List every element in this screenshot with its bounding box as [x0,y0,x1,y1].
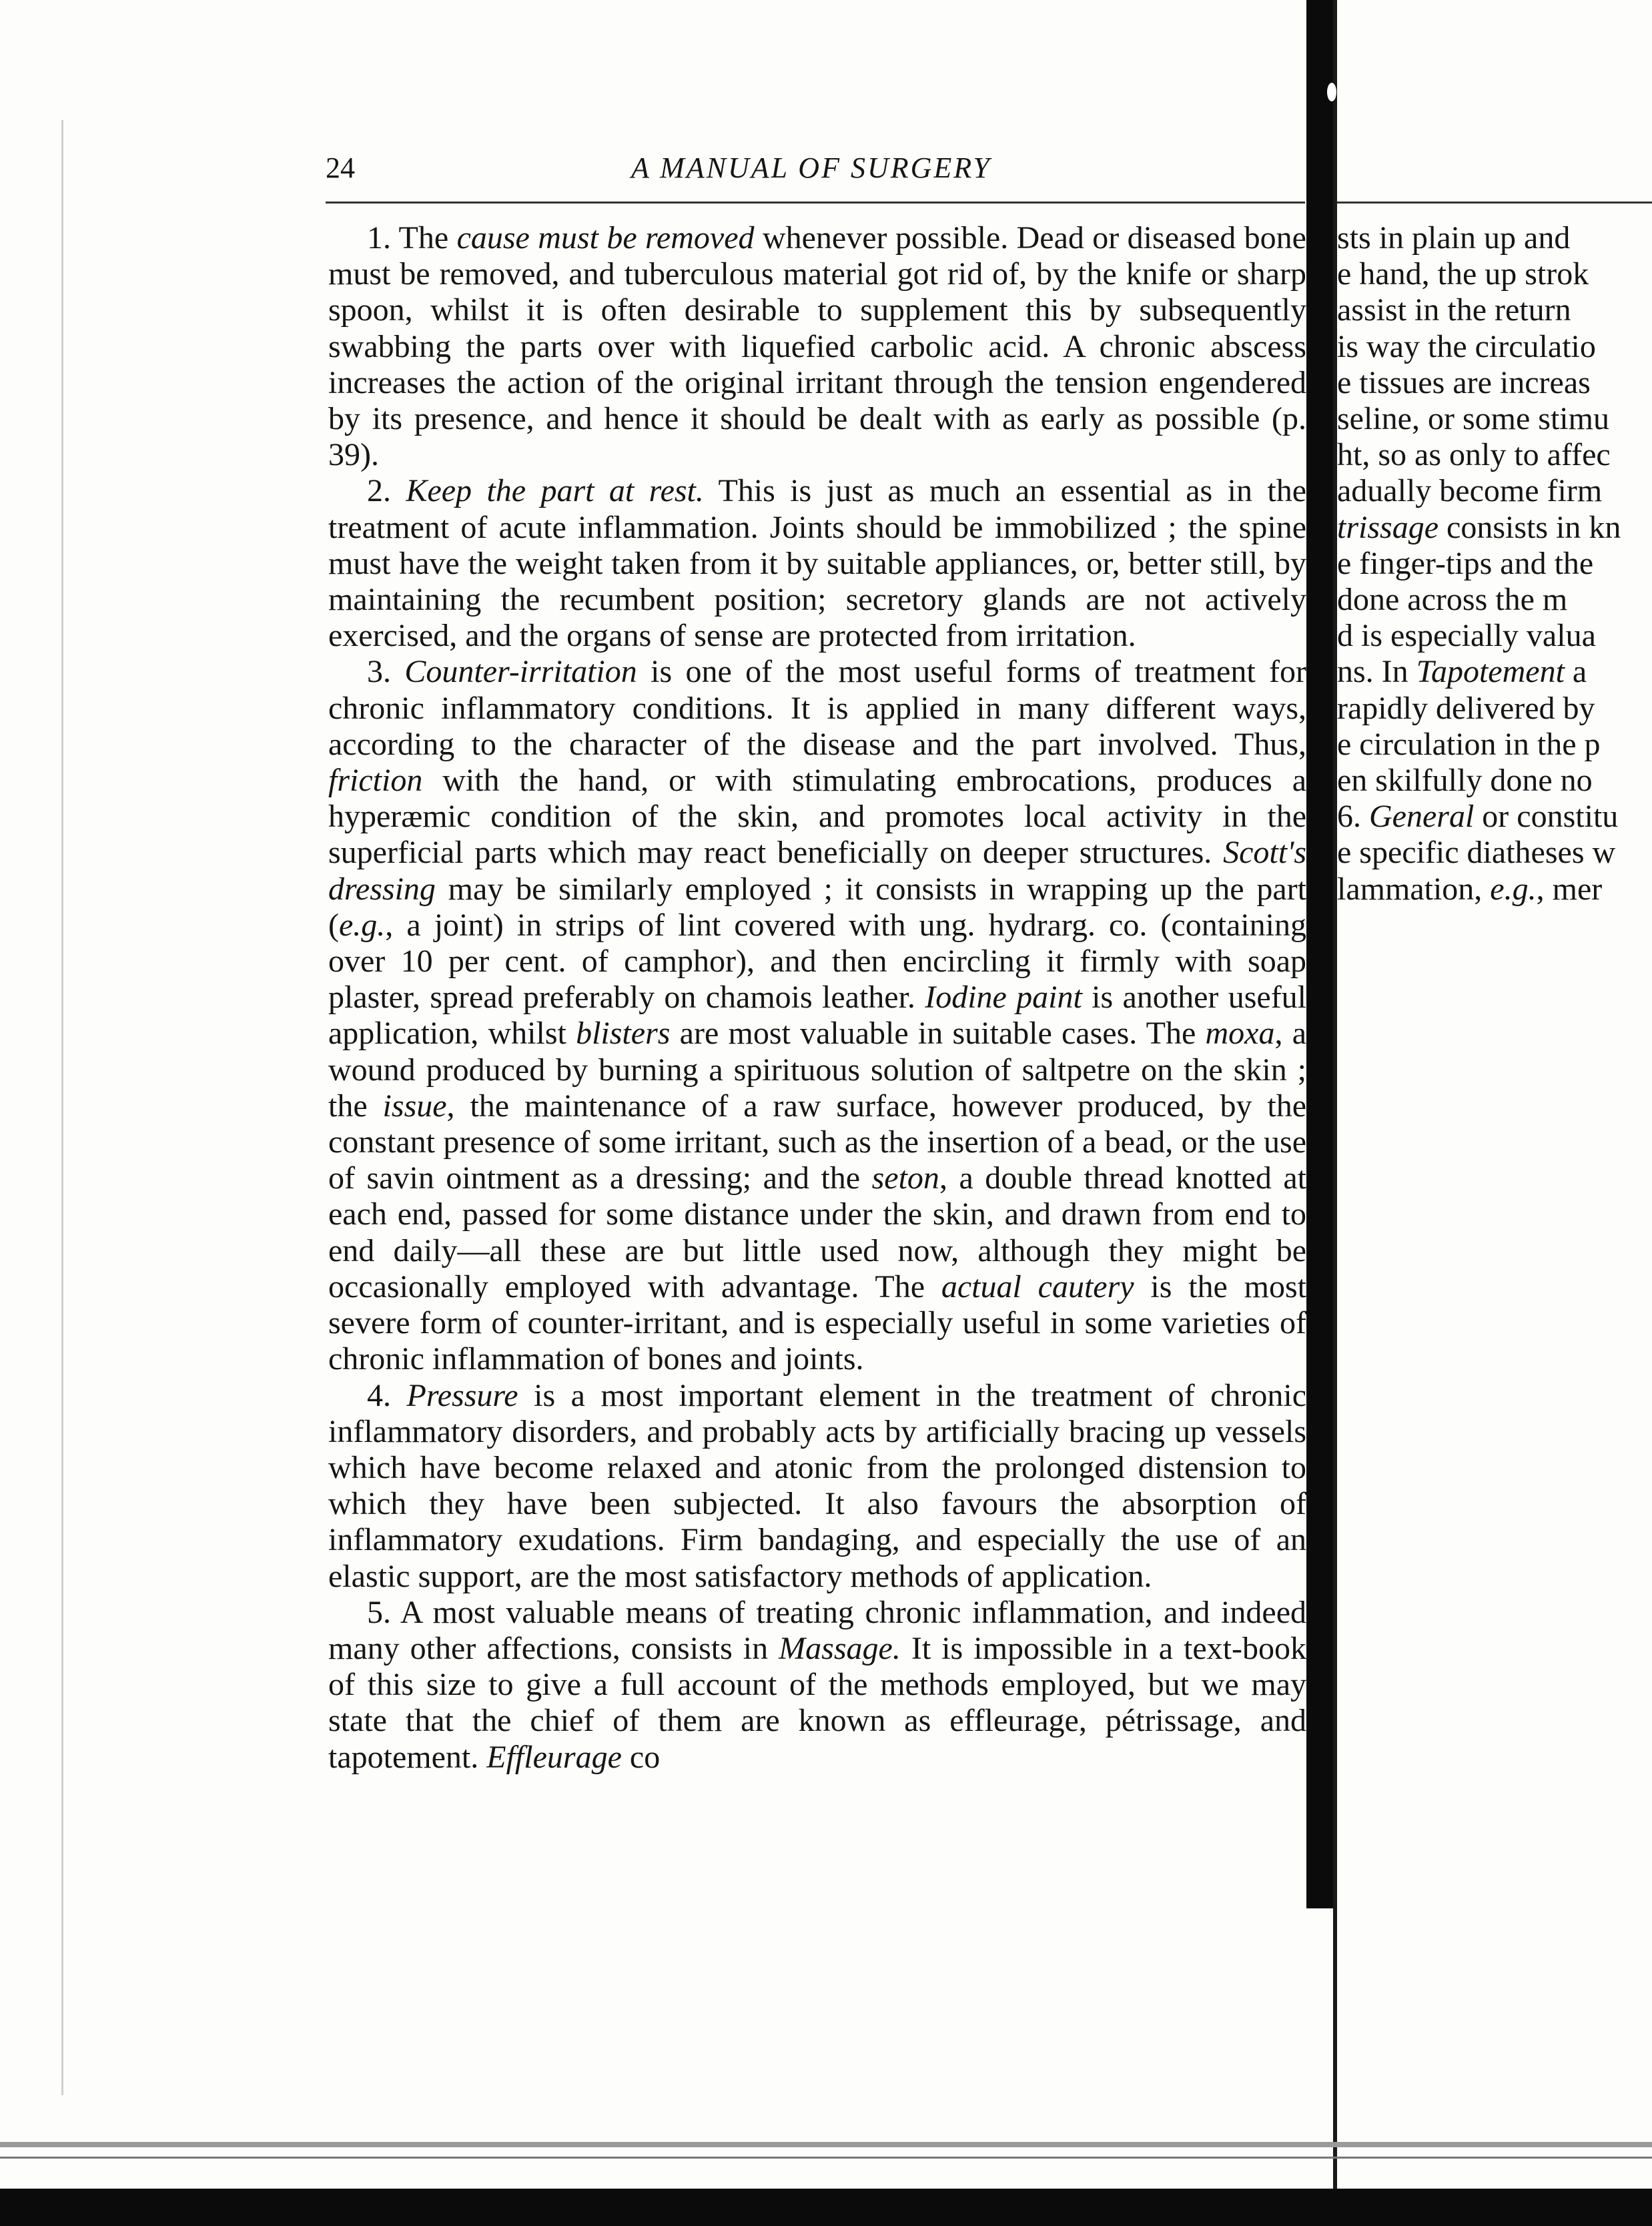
page-edge-shadow [61,120,63,2095]
paragraph-counter-irritation: 3. Counter-irritation is one of the most useful forms of treatment for chronic inflammatory conditions. It is applied in many different ways, according to the character of the disease and the part involved. Thus, friction with the hand, or with stimulating embrocations, produces a hyperæmic condition of the skin, and promotes local activity in the superficial parts which may react beneficially on deeper structures. Scott's dressing may be similarly employed ; it consists in wrapping up the part (e.g., a joint) in strips of lint covered with ung. hydrarg. co. (containing over 10 per cent. of camphor), and then encircling it firmly with soap plaster, spread preferably on chamois leather. Iodine paint is another useful application, whilst blisters are most valuable in suitable cases. The moxa, a wound produced by burning a spirituous solution of saltpetre on the skin ; the issue, the maintenance of a raw surface, however produced, by the constant presence of some irritant, such as the insertion of a bead, or the use of savin ointment as a dressing; and the seton, a double thread knotted at each end, passed for some distance under the skin, and drawn from end to end daily—all these are but little used now, although they might be occasionally employed with advantage. The actual cautery is the most severe form of counter-irritant, and is especially useful in some varieties of chronic inflammation of bones and joints. [328,654,1306,1377]
gutter-edge-line [1333,0,1337,2226]
book-gutter-shadow [1306,0,1333,1908]
paragraph-rest: 2. Keep the part at rest. This is just as much an essential as in the treatment of acute inflammation. Joints should be immobilized ; the spine must have the weight taken from it by suitable appliances, or, better still, by maintaining the recumbent position; secretory glands are not actively exercised, and the organs of sense are protected from irritation. [328,473,1306,654]
facing-line: e tissues are increas [1337,364,1591,400]
facing-line: lammation, e.g., mer [1337,871,1603,907]
facing-line: adually become firm [1337,473,1603,509]
scan-bottom-border [0,2189,1652,2226]
facing-line: assist in the return [1337,292,1571,328]
facing-line: e finger-tips and the [1337,545,1594,581]
facing-line: e specific diatheses w [1337,835,1616,871]
paragraph-massage: 5. A most valuable means of treating chronic inflammation, and indeed many other affections, consists in Massage. It is impossible in a text-book of this size to give a full account of the methods employed, but we may state that the chief of them are known as effleurage, pétrissage, and tapotement. Effleurage co [328,1594,1306,1775]
facing-line: sts in plain up and [1337,220,1571,256]
facing-line: trissage consists in kn [1337,509,1621,545]
page-header [326,148,1306,188]
gutter-highlight [1327,83,1336,101]
facing-line: 6. General or constitu [1337,799,1619,835]
page-number: 24 [326,151,355,184]
facing-line: ht, so as only to affec [1337,437,1611,473]
page-bottom-edge-line [0,2157,1652,2159]
facing-line: e circulation in the p [1337,726,1601,762]
header-rule [326,202,1305,204]
facing-line: is way the circulatio [1337,328,1596,364]
facing-page-text-column [1337,220,1652,954]
running-head: A MANUAL OF SURGERY [631,151,991,184]
facing-line: e hand, the up strok [1337,256,1589,292]
paragraph-pressure: 4. Pressure is a most important element in the treatment of chronic inflammatory disorders, and probably acts by artificially bracing up vessels which have become relaxed and atonic from the prolonged distension to which they have been subjected. It also favours the absorption of inflammatory exudations. Firm bandaging, and especially the use of an elastic support, are the most satisfactory methods of application. [328,1377,1306,1594]
facing-line: seline, or some stimu [1337,401,1609,437]
paragraph-cause-removed: 1. The cause must be removed whenever possible. Dead or diseased bone must be removed, and tuberculous material got rid of, by the knife or sharp spoon, whilst it is often desirable to supplement this by subsequently swabbing the parts over with liquefied carbolic acid. A chronic abscess increases the action of the original irritant through the tension engendered by its presence, and hence it should be dealt with as early as possible (p. 39). [328,220,1306,473]
facing-line: d is especially valua [1337,618,1596,654]
facing-line: ns. In Tapotement a [1337,654,1587,690]
main-text-column [328,220,1306,1995]
page-bottom-edge [0,2142,1652,2147]
facing-line: done across the m [1337,582,1568,618]
facing-page-header-rule [1337,202,1652,204]
facing-line: rapidly delivered by [1337,690,1595,726]
facing-line: en skilfully done no [1337,763,1593,799]
